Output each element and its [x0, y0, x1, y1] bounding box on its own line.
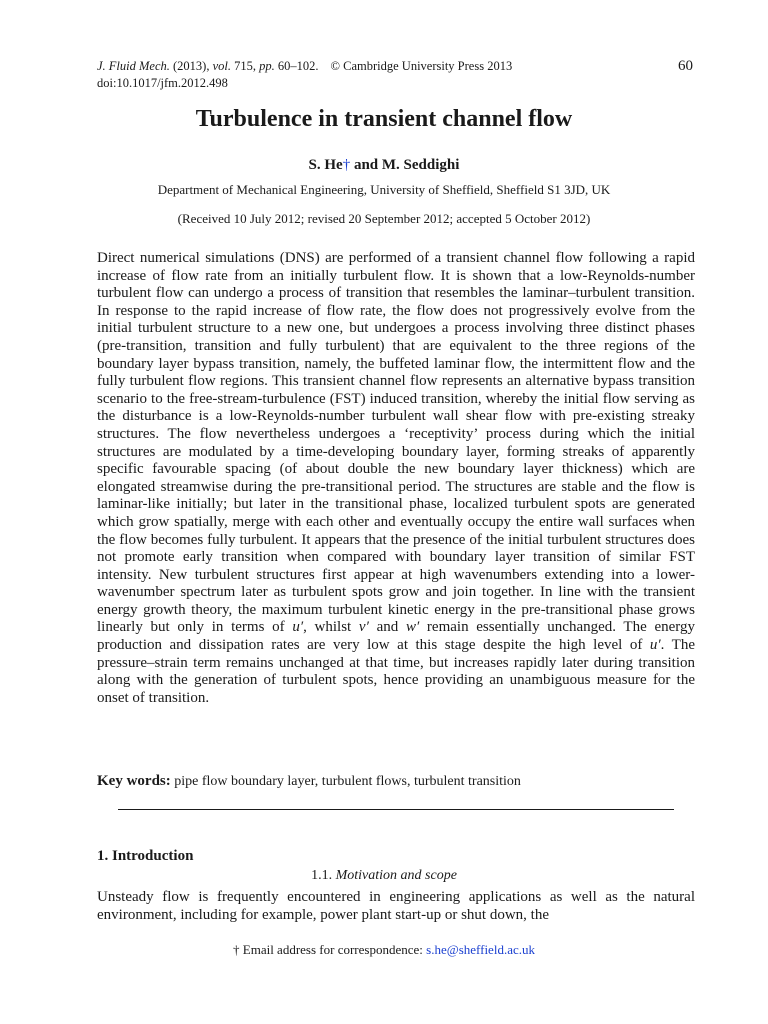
intro-paragraph: Unsteady flow is frequently encountered in engineering applications as well as the natural environment, including for example, power plant start-up or shut down, the — [97, 889, 695, 923]
journal-name: J. Fluid Mech. — [97, 59, 170, 73]
volume-label: vol. — [212, 59, 231, 73]
author-first: S. He — [308, 157, 343, 173]
citation-line — [97, 58, 695, 75]
received-dates: (Received 10 July 2012; revised 20 September 2012; accepted 5 October 2012) — [177, 211, 591, 226]
footnote-prefix: † Email address for correspondence: — [233, 942, 427, 957]
footnote — [0, 941, 768, 959]
authors — [0, 155, 768, 175]
symbol-u-prime: u′ — [292, 619, 304, 636]
subsection-heading — [0, 867, 768, 885]
subsection-number: 1.1. — [311, 868, 336, 883]
affiliation: Department of Mechanical Engineering, University of Sheffield, Sheffield S1 3JD, UK — [157, 182, 611, 197]
copyright: © Cambridge University Press 2013 — [330, 59, 513, 73]
journal-header — [97, 58, 695, 92]
symbol-v-prime: v′ — [358, 619, 369, 636]
citation-year: (2013), — [169, 59, 213, 73]
symbol-w-prime: w′ — [405, 619, 420, 636]
keywords — [97, 772, 695, 791]
pages-label: pp. — [259, 59, 275, 73]
symbol-u-prime-2: u′ — [649, 637, 661, 654]
page-number: 60 — [678, 58, 693, 74]
page-range: 60–102. — [274, 59, 319, 73]
keywords-label: Key words: — [97, 773, 171, 789]
author-rest: and M. Seddighi — [350, 157, 460, 173]
footnote-dagger-link[interactable]: † — [342, 157, 351, 173]
abstract-text-4: remain essentially unchanged. The energy production and dissipation rates are very low at this stage despite the high level of — [97, 619, 695, 654]
subsection-title: Motivation and scope — [335, 868, 457, 883]
abstract — [97, 250, 695, 707]
volume-number: 715, — [231, 59, 260, 73]
email-link[interactable]: s.he@sheffield.ac.uk — [426, 942, 535, 957]
paper-title: Turbulence in transient channel flow — [195, 106, 573, 132]
keywords-text: pipe flow boundary layer, turbulent flows, turbulent transition — [170, 774, 521, 789]
section-divider — [118, 809, 674, 810]
abstract-text-3: and — [368, 619, 406, 636]
abstract-text-2: , whilst — [303, 619, 359, 636]
doi[interactable]: doi:10.1017/jfm.2012.498 — [97, 76, 228, 90]
abstract-text-5: . The pressure–strain term remains unchanged at that time, but increases rapidly later during transition along with the generation of turbulent spots, hence providing an unambiguous measure for the onset of transition. — [97, 637, 695, 706]
section-heading: 1. Introduction — [97, 848, 194, 864]
abstract-text-1: Direct numerical simulations (DNS) are performed of a transient channel flow following a rapid increase of flow rate from an initially turbulent flow. It is shown that a low-Reynolds-number turbulent flow can undergo a process of transition that resembles the laminar–turbulent transition. In response to the rapid increase of flow rate, the flow does not progressively evolve from the initial turbulent structure to a new one, but undergoes a process involving three distinct phases (pre-transition, transition and fully turbulent) that are equivalent to the three regions of the boundary layer bypass transition, namely, the buffeted laminar flow, the intermittent flow and the fully turbulent flow regions. This transient channel flow represents an alternative bypass transition scenario to the free-stream-turbulence (FST) induced transition, whereby the initial flow serving as the disturbance is a low-Reynolds-number turbulent wall shear flow with pre-existing streaky structures. The flow nevertheless undergoes a ‘receptivity’ process during which the initial structures are modulated by a time-developing boundary layer, forming streaks of apparently specific favourable spacing (of about double the new boundary layer thickness) which are elongated streamwise during the pre-transitional period. The structures are stable and the flow is laminar-like initially; but later in the transitional phase, localized turbulent spots are generated which grow spatially, merge with each other and eventually occupy the entire wall surfaces when the flow becomes fully turbulent. It appears that the presence of the initial turbulent structures does not promote early transition when compared with boundary layer transition of similar FST intensity. New turbulent structures first appear at high wavenumbers extending into a lower-wavenumber spectrum later as turbulent spots grow and join together. In line with the transient energy growth theory, the maximum turbulent kinetic energy in the pre-transitional phase grows linearly but only in terms of — [97, 250, 695, 636]
